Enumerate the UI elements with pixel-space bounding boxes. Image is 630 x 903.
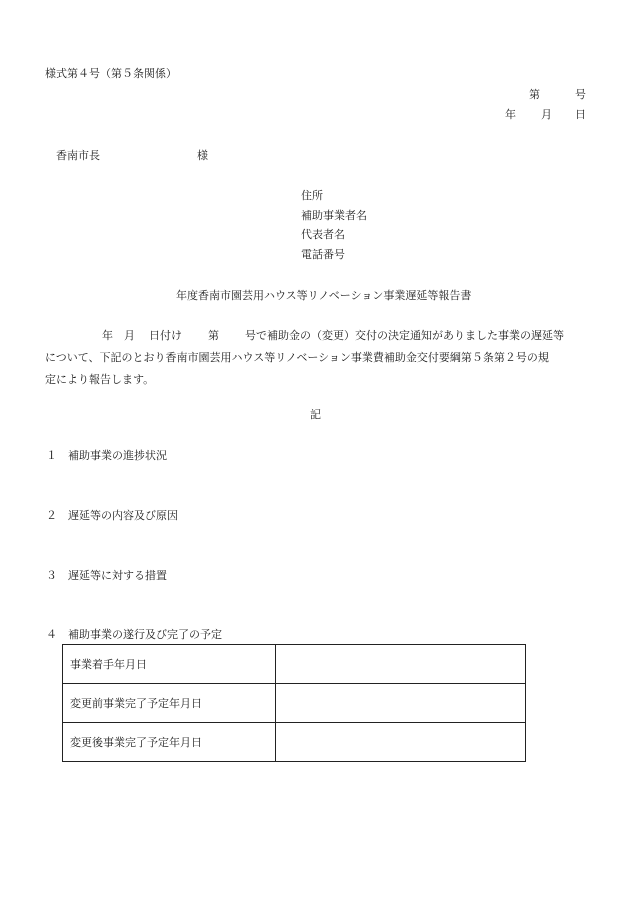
document-number-suffix: 号: [575, 88, 586, 101]
section-1-number: １: [46, 449, 57, 462]
table-row: [63, 684, 526, 723]
date-year: 年: [505, 108, 516, 121]
applicant-representative-label: 代表者名: [301, 228, 345, 241]
schedule-original-completion-label: 変更前事業完了予定年月日: [63, 684, 276, 723]
body-line-2: について、下記のとおり香南市園芸用ハウス等リノベーション事業費補助金交付要綱第５条第２号の規: [45, 351, 549, 364]
table-row: [63, 645, 526, 684]
section-4-number: ４: [46, 628, 57, 641]
applicant-address-label: 住所: [301, 189, 323, 202]
body-line-1-day: 日付け: [149, 329, 182, 342]
ki-heading: 記: [310, 408, 321, 421]
schedule-table: [62, 644, 526, 762]
document-title: 年度香南市園芸用ハウス等リノベーション事業遅延等報告書: [176, 289, 472, 302]
body-line-1-year: 年: [102, 329, 113, 342]
body-line-1-month: 月: [124, 329, 135, 342]
schedule-original-completion-value[interactable]: [276, 684, 526, 723]
addressee-name: 香南市長: [56, 149, 100, 162]
section-2-label: 遅延等の内容及び原因: [68, 509, 178, 522]
addressee-honorific: 様: [197, 149, 208, 162]
section-2-number: ２: [46, 509, 57, 522]
schedule-revised-completion-label: 変更後事業完了予定年月日: [63, 723, 276, 762]
applicant-business-name-label: 補助事業者名: [301, 209, 367, 222]
body-line-1-rest: 号で補助金の（変更）交付の決定通知がありました事業の遅延等: [245, 329, 564, 342]
schedule-start-date-label: 事業着手年月日: [63, 645, 276, 684]
section-4-label: 補助事業の遂行及び完了の予定: [68, 628, 222, 641]
date-month: 月: [541, 108, 552, 121]
section-3-label: 遅延等に対する措置: [68, 569, 167, 582]
section-3-number: ３: [46, 569, 57, 582]
body-line-3: 定により報告します。: [45, 373, 155, 386]
date-day: 日: [575, 108, 586, 121]
schedule-revised-completion-value[interactable]: [276, 723, 526, 762]
table-row: [63, 723, 526, 762]
schedule-start-date-value[interactable]: [276, 645, 526, 684]
body-line-1-dai: 第: [208, 329, 219, 342]
section-1-label: 補助事業の進捗状況: [68, 449, 167, 462]
form-number: 様式第４号（第５条関係）: [45, 67, 177, 80]
applicant-phone-label: 電話番号: [301, 248, 345, 261]
document-number-prefix: 第: [529, 88, 540, 101]
